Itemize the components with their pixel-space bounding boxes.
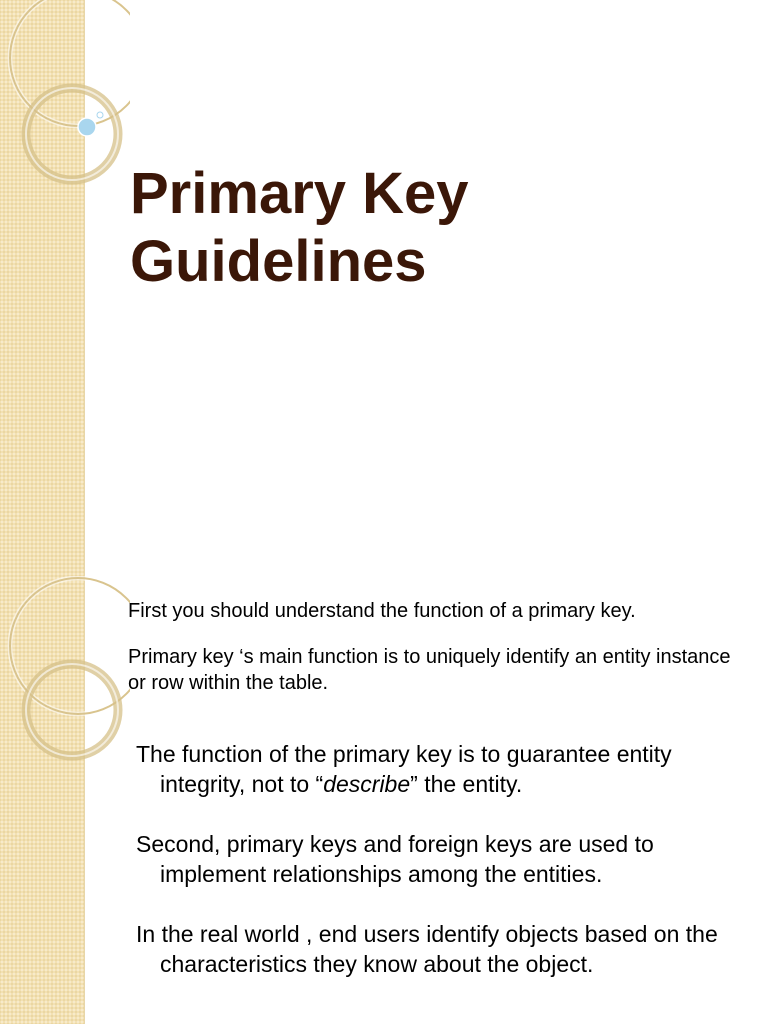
decorative-rings-icon bbox=[0, 576, 130, 776]
intro-paragraph-2: Primary key ‘s main function is to uniquely identify an entity instance or row within the table. bbox=[128, 646, 731, 694]
title-line-2: Guidelines bbox=[130, 229, 427, 294]
slide-2 bbox=[0, 576, 768, 1024]
small-bubble-icon bbox=[97, 112, 103, 118]
intro-paragraph-1: First you should understand the function of a primary key. bbox=[128, 600, 636, 622]
title-line-1: Primary Key bbox=[130, 161, 469, 226]
bullet-item-1 bbox=[136, 739, 746, 799]
bubble-icon bbox=[78, 118, 96, 136]
bullet-1-emphasis: describe bbox=[323, 771, 411, 797]
bullet-item-2: Second, primary keys and foreign keys are used to implement relationships among the entities. bbox=[136, 831, 654, 887]
bullet-list bbox=[136, 739, 746, 1009]
bullet-1-text-before: The function of the primary key is to guarantee entity integrity, not to “ bbox=[136, 741, 672, 797]
slide-title bbox=[130, 160, 469, 296]
intro-text bbox=[128, 598, 748, 716]
bullet-1-text-after: ” the entity. bbox=[410, 771, 523, 797]
bullet-item-3: In the real world , end users identify objects based on the characteristics they know about the object. bbox=[136, 921, 718, 977]
decorative-rings-icon bbox=[0, 0, 130, 200]
